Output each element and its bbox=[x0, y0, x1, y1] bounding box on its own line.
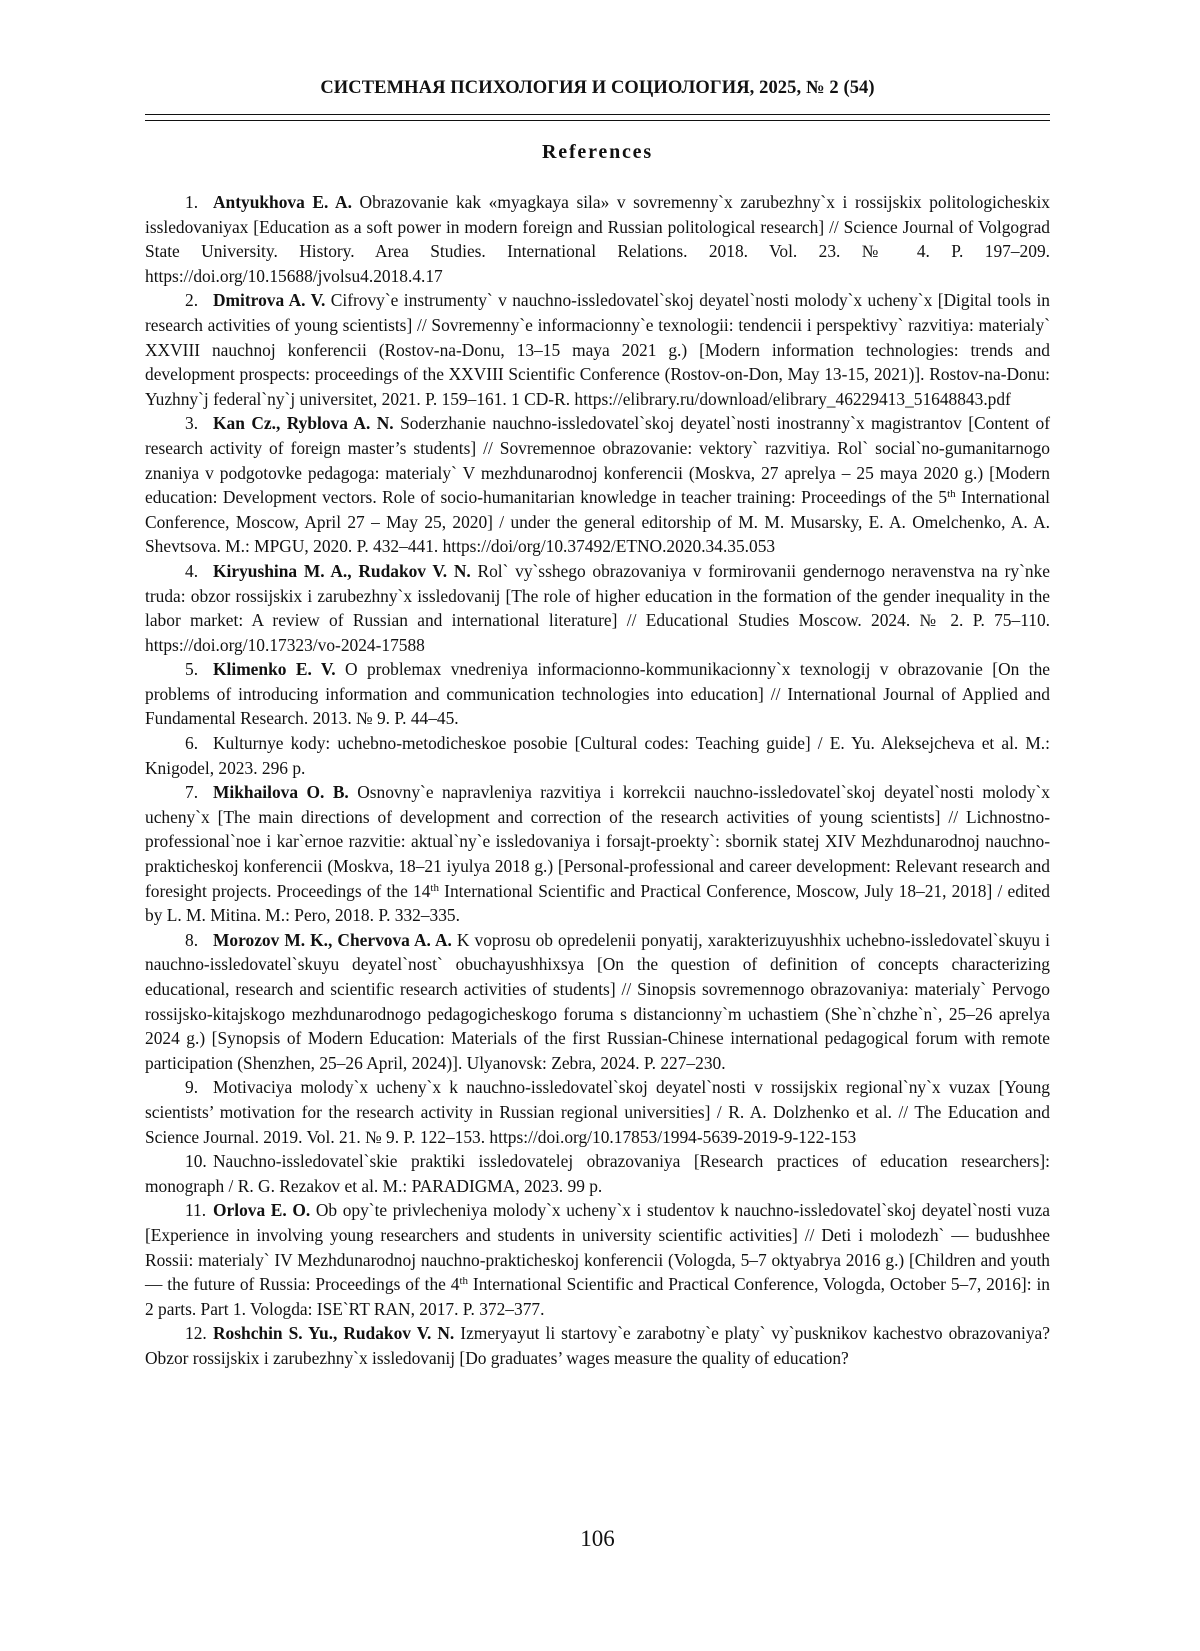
reference-item-11 bbox=[145, 1198, 1050, 1321]
reference-authors: Antyukhova E. A. bbox=[213, 192, 352, 212]
reference-text: Izmeryayut li startovy`e zarabotny`e platy` vy`pusknikov kachestvo obrazovaniya? Obzor rossijskix i zarubezhny`x issledovanij [Do graduates’ wages measure the quality of education? bbox=[145, 1323, 1050, 1368]
reference-number: 10. bbox=[185, 1149, 213, 1174]
reference-number: 9. bbox=[185, 1075, 213, 1100]
reference-number: 3. bbox=[185, 411, 213, 436]
reference-text: Osnovny`e napravleniya razvitiya i korrekcii nauchno-issledovatel`skoj deyatel`nosti molody`x ucheny`x [The main directions of development and correction of the research activities of young scientists] // Lichnostno-professional`noe i kar`ernoe razvitie: aktual`ny`e issledovaniya i forsajt-proekty`: sbornik statej XIV Mezhdunarodnoj nauchno-prakticheskoj konferencii (Moskva, 18–21 iyulya 2018 g.) [Personal-professional and career development: Relevant research and foresight projects. Proceedings of the 14 bbox=[145, 782, 1050, 900]
reference-authors: Dmitrova A. V. bbox=[213, 290, 325, 310]
reference-number: 4. bbox=[185, 559, 213, 584]
reference-number: 11. bbox=[185, 1198, 213, 1223]
reference-item-4 bbox=[145, 559, 1050, 657]
reference-text: Cifrovy`e instrumenty` v nauchno-issledovatel`skoj deyatel`nosti molody`x ucheny`x [Digital tools in research activities of young scientists] // Sovremenny`e informacionny`e texnologii: tendencii i perspektivy` razvitiya: materialy` XXVIII nauchnoj konferencii (Rostov-na-Donu, 13–15 maya 2021 g.) [Modern information technologies: trends and development prospects: proceedings of the XXVIII Scientific Conference (Rostov-on-Don, May 13-15, 2021)]. Rostov-na-Donu: Yuzhny`j federal`ny`j universitet, 2021. P. 159–161. 1 CD-R. https://elibrary.ru/download/elibrary_46229413_51648843.pdf bbox=[145, 290, 1050, 408]
reference-number: 1. bbox=[185, 190, 213, 215]
reference-number: 7. bbox=[185, 780, 213, 805]
reference-item-3 bbox=[145, 411, 1050, 559]
reference-number: 12. bbox=[185, 1321, 213, 1346]
reference-authors: Klimenko E. V. bbox=[213, 659, 336, 679]
reference-list bbox=[145, 190, 1050, 1371]
reference-text-continued: International Conference, Moscow, April 27 – May 25, 2020] / under the general editorship of M. M. Musarsky, E. A. Omelchenko, A. A. Shevtsova. M.: MPGU, 2020. P. 432–441. https://doi/org/10.37492/ETNO.2020.34.35.053 bbox=[145, 487, 1050, 556]
page bbox=[0, 0, 1200, 1651]
superscript-ordinal: th bbox=[459, 1275, 468, 1287]
reference-text: Rol` vy`sshego obrazovaniya v formirovanii gendernogo neravenstva na ry`nke truda: obzor rossijskix i zarubezhny`x issledovanij [The role of higher education in the formation of the gender inequality in the labor market: A review of Russian and international literature] // Educational Studies Moscow. 2024. № 2. P. 75–110. https://doi.org/10.17323/vo-2024-17588 bbox=[145, 561, 1050, 655]
reference-text: Obrazovanie kak «myagkaya sila» v sovremenny`x zarubezhny`x i rossijskix politologicheskix issledovaniyax [Education as a soft power in modern foreign and Russian politological research] // Science Journal of Volgograd State University. History. Area Studies. International Relations. 2018. Vol. 23. № 4. P. 197–209. https://doi.org/10.15688/jvolsu4.2018.4.17 bbox=[145, 192, 1050, 286]
reference-item-9 bbox=[145, 1075, 1050, 1149]
reference-text: Nauchno-issledovatel`skie praktiki issledovatelej obrazovaniya [Research practices of education researchers]: monograph / R. G. Rezakov et al. M.: PARADIGMA, 2023. 99 p. bbox=[145, 1151, 1050, 1196]
reference-authors: Roshchin S. Yu., Rudakov V. N. bbox=[213, 1323, 454, 1343]
reference-item-8 bbox=[145, 928, 1050, 1076]
reference-item-10 bbox=[145, 1149, 1050, 1198]
reference-text-continued: International Scientific and Practical Conference, Moscow, July 18–21, 2018] / edited by L. M. Mitina. M.: Pero, 2018. P. 332–335. bbox=[145, 881, 1050, 926]
reference-text: Kulturnye kody: uchebno-metodicheskoe posobie [Cultural codes: Teaching guide] / E. Yu. Aleksej­cheva et al. M.: Knigodel, 2023. 296 p. bbox=[145, 733, 1050, 778]
reference-text: K voprosu ob opredelenii ponyatij, xarakterizuyushhix uchebno-issledovatel`skuyu i nauchno-issledovatel`skuyu deyatel`nost` obuchayushhixsya [On the question of definition of concepts characterizing educational, research and scientific research activities of students] // Sinopsis sovremennogo obrazovaniya: materialy` Pervogo rossijsko-kitajskogo mezhdunarodnogo pedagogicheskogo foruma s distancionny`m uchastiem (She`n`chzhe`n`, 25–26 aprelya 2024 g.) [Synopsis of Modern Education: Materials of the first Russian-Chinese international pedagogical forum with remote participation (Shenzhen, 25–26 April, 2024)]. Ulyanovsk: Zebra, 2024. P. 227–230. bbox=[145, 930, 1050, 1073]
reference-authors: Orlova E. O. bbox=[213, 1200, 310, 1220]
journal-header: СИСТЕМНАЯ ПСИХОЛОГИЯ И СОЦИОЛОГИЯ, 2025, № 2 (54) bbox=[145, 78, 1050, 99]
header-rule-bottom bbox=[145, 120, 1050, 121]
reference-authors: Mikhailova O. B. bbox=[213, 782, 349, 802]
reference-text: O problemax vnedreniya informacionno-kommunikacionny`x texnologij v obrazovanie [On the problems of introducing information and communication technologies into education] // International Journal of Applied and Fundamental Research. 2013. № 9. P. 44–45. bbox=[145, 659, 1050, 728]
reference-item-5 bbox=[145, 657, 1050, 731]
reference-text: Ob opy`te privlecheniya molody`x ucheny`x i studentov k nauchno-issledovatel`skoj deyatel`nosti vuza [Experience in involving young researchers and students in university scientific activities] // Deti i molodezh` — budushhee Rossii: materialy` IV Mezhdunarodnoj nauchno-prakticheskoj konferencii (Vologda, 5–7 oktyabrya 2016 g.) [Children and youth — the future of Russia: Proceedings of the 4 bbox=[145, 1200, 1050, 1294]
header-rule-top bbox=[145, 114, 1050, 115]
reference-authors: Kiryushina M. A., Rudakov V. N. bbox=[213, 561, 471, 581]
reference-text: Soderzhanie nauchno-issledovatel`skoj deyatel`nosti inostranny`x magistrantov [Content of research activity of foreign master’s students] // Sovremennoe obrazovanie: vektory` razvitiya. Rol` social`no-gumanitarnogo znaniya v podgotovke pedagoga: materialy` V mezhdunarodnoj konferencii (Moskva, 27 aprelya – 25 maya 2020 g.) [Modern education: Development vectors. Role of socio-humanitarian knowledge in teacher training: Proceedings of the 5 bbox=[145, 413, 1050, 507]
reference-item-12 bbox=[145, 1321, 1050, 1370]
reference-number: 5. bbox=[185, 657, 213, 682]
page-number: 106 bbox=[145, 1526, 1050, 1552]
reference-item-7 bbox=[145, 780, 1050, 928]
reference-number: 8. bbox=[185, 928, 213, 953]
superscript-ordinal: th bbox=[947, 488, 956, 500]
reference-number: 6. bbox=[185, 731, 213, 756]
reference-number: 2. bbox=[185, 288, 213, 313]
reference-text: Motivaciya molody`x ucheny`x k nauchno-issledovatel`skoj deyatel`nosti v rossijskix regional`ny`x vuzax [Young scientists’ motivation for the research activity in Russian regional universities] / R. A. Dolzhenko et al. // The Education and Science Journal. 2019. Vol. 21. № 9. P. 122–153. https://doi.org/10.17853/1994-5639-2019-9-122-153 bbox=[145, 1077, 1050, 1146]
superscript-ordinal: th bbox=[430, 882, 439, 894]
reference-authors: Kan Cz., Ryblova A. N. bbox=[213, 413, 394, 433]
reference-item-2 bbox=[145, 288, 1050, 411]
reference-authors: Morozov M. K., Chervova A. A. bbox=[213, 930, 452, 950]
section-title: References bbox=[145, 141, 1050, 164]
reference-item-1 bbox=[145, 190, 1050, 288]
reference-item-6 bbox=[145, 731, 1050, 780]
reference-text-continued: International Scientific and Practical Conference, Vologda, October 5–7, 2016]: in 2 parts. Part 1. Vologda: ISE`RT RAN, 2017. P. 372–377. bbox=[145, 1274, 1050, 1319]
